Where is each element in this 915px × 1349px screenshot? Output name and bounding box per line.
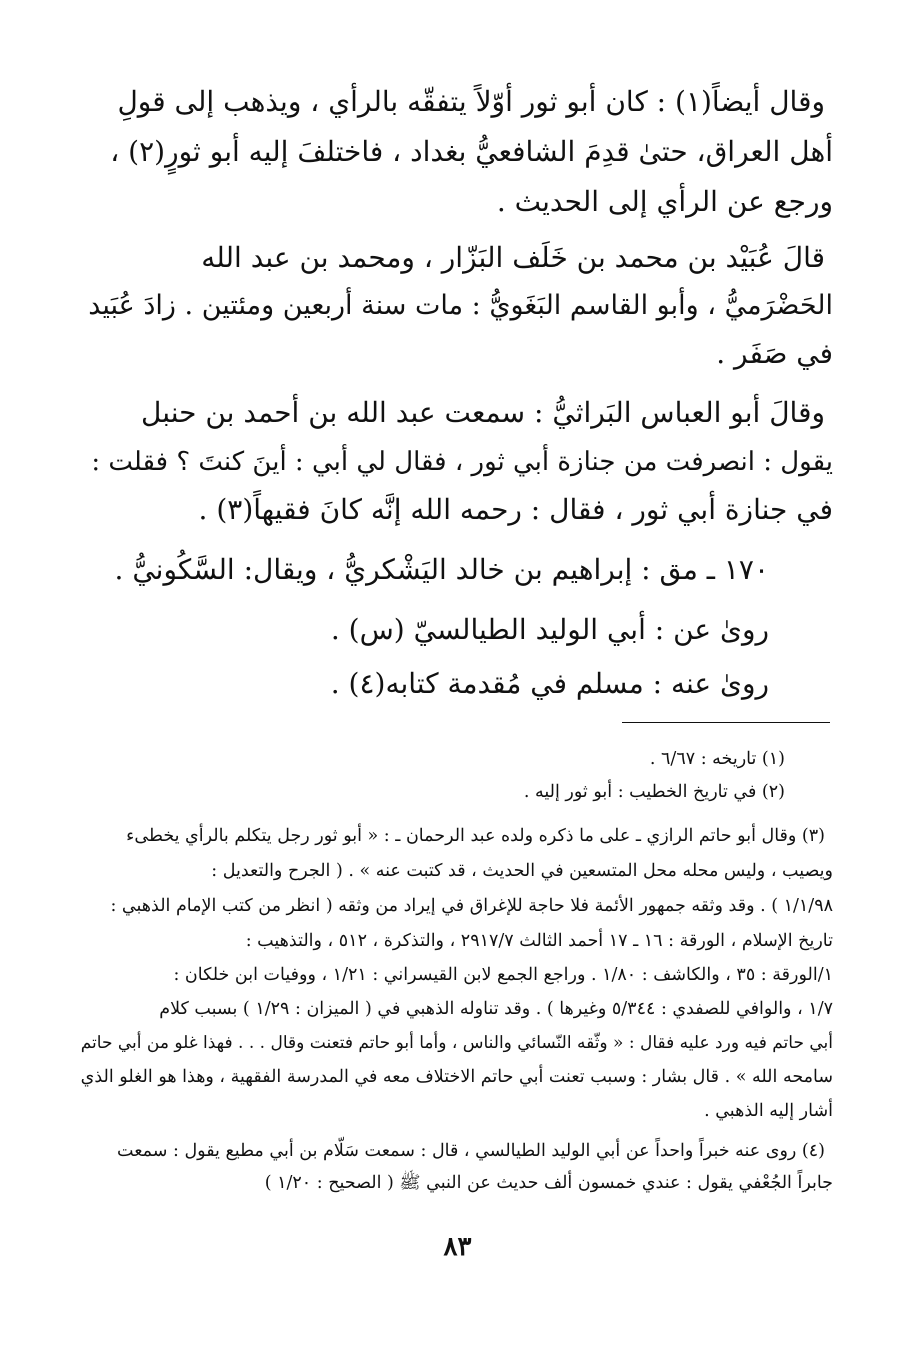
footnote-separator <box>622 722 830 723</box>
footnote-line: (٣) وقال أبو حاتم الرازي ـ على ما ذكره ولده عبد الرحمان ـ : « أبو ثور رجل يتكلم بالرأي يخطىء <box>126 826 825 846</box>
footnote-line: ١/١/٩٨ ) . وقد وثقه جمهور الأئمة فلا حاجة للإغراق في إيراد من وثقه ( انظر من كتب الإمام الذهبي : <box>110 896 833 916</box>
body-line: روىٰ عنه : مسلم في مُقدمة كتابه(٤) . <box>330 667 769 700</box>
footnote-line: ١/٧ ، والوافي للصفدي : ٥/٣٤٤ وغيرها ) . وقد تناوله الذهبي في ( الميزان : ١/٢٩ ) بسبب كلام <box>159 999 833 1019</box>
entry-heading: ١٧٠ ـ مق : إبراهيم بن خالد اليَشْكريُّ ، ويقال: السَّكُونيُّ . <box>114 553 769 586</box>
footnote-line: أبي حاتم فيه ورد عليه فقال : « وثّقه النّسائي والناس ، وأما أبو حاتم فتعنت وقال . . . فهذا غلو من أبي حاتم <box>80 1033 833 1053</box>
footnote-line: ١/الورقة : ٣٥ ، والكاشف : ١/٨٠ . وراجع الجمع لابن القيسراني : ١/٢١ ، ووفيات ابن خلكان : <box>173 965 833 985</box>
body-line: في صَفَر . <box>716 337 833 370</box>
body-line: أهل العراق، حتىٰ قدِمَ الشافعيُّ بغداد ، فاختلفَ إليه أبو ثورٍ(٢) ، <box>110 135 833 168</box>
body-line: الحَضْرَميُّ ، وأبو القاسم البَغَويُّ : مات سنة أربعين ومئتين . زادَ عُبَيد <box>88 290 833 321</box>
body-line: يقول : انصرفت من جنازة أبي ثور ، فقال لي أبي : أينَ كنتَ ؟ فقلت : <box>91 447 833 477</box>
footnote-line: (١) تاريخه : ٦/٦٧ . <box>649 749 785 769</box>
footnote-line: جابراً الجُعْفي يقول : عندي خمسون ألف حديث عن النبي ﷺ ( الصحيح : ١/٢٠ ) <box>264 1173 833 1193</box>
body-line: ورجع عن الرأي إلى الحديث . <box>496 185 833 218</box>
body-line: روىٰ عن : أبي الوليد الطيالسيّ (س) . <box>330 613 769 646</box>
footnote-line: (٤) روى عنه خبراً واحداً عن أبي الوليد الطيالسي ، قال : سمعت سَلّام بن أبي مطيع يقول : سمعت <box>117 1141 825 1161</box>
body-line: قالَ عُبَيْد بن محمد بن خَلَف البَزّار ، ومحمد بن عبد الله <box>201 241 825 274</box>
body-line: وقالَ أبو العباس البَراثيُّ : سمعت عبد الله بن أحمد بن حنبل <box>141 396 825 429</box>
footnote-line: سامحه الله » . قال بشار : وسبب تعنت أبي حاتم الاختلاف معه في المدرسة الفقهية ، وهذا هو الغلو الذي <box>80 1067 833 1087</box>
footnote-line: تاريخ الإسلام ، الورقة : ١٦ ـ ١٧ أحمد الثالث ٢٩١٧/٧ ، والتذكرة ، ٥١٢ ، والتذهيب : <box>245 931 833 951</box>
footnote-line: (٢) في تاريخ الخطيب : أبو ثور إليه . <box>523 782 785 802</box>
body-line: في جنازة أبي ثور ، فقال : رحمه الله إنَّه كانَ فقيهاً(٣) . <box>198 493 833 526</box>
body-line: وقال أيضاً(١) : كان أبو ثور أوّلاً يتفقّه بالرأي ، ويذهب إلى قولِ <box>117 85 825 118</box>
page-number: ٨٣ <box>443 1232 472 1262</box>
footnote-line: أشار إليه الذهبي . <box>704 1101 833 1121</box>
footnote-line: ويصيب ، وليس محله محل المتسعين في الحديث ، قد كتبت عنه » . ( الجرح والتعديل : <box>211 861 833 881</box>
